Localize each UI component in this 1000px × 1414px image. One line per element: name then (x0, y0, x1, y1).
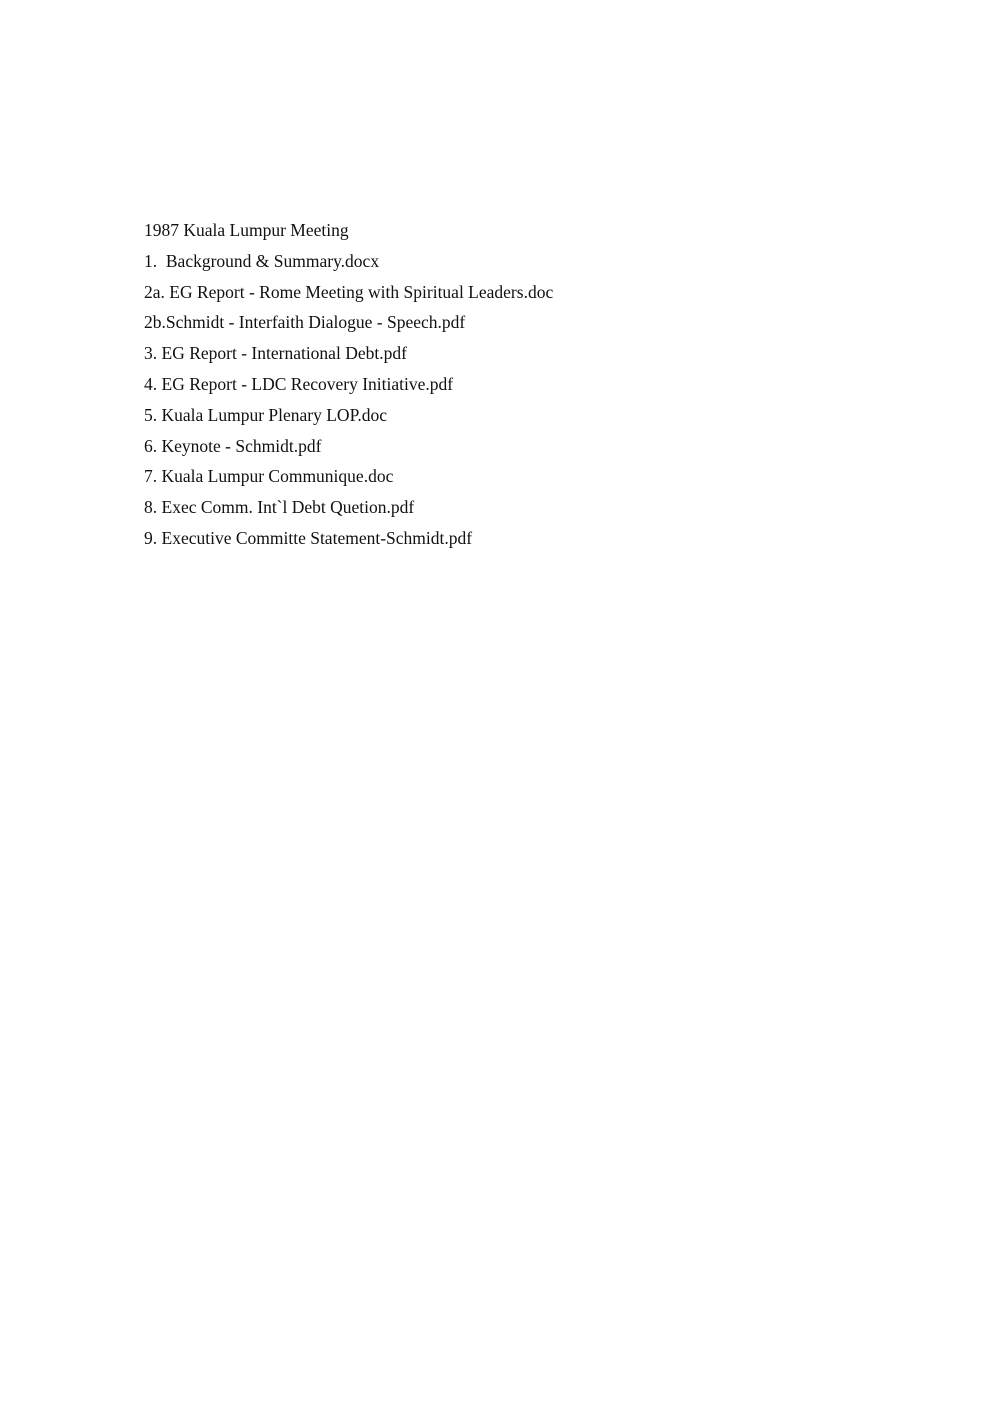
file-list (144, 215, 553, 554)
file-list-item: 8. Exec Comm. Int`l Debt Quetion.pdf (144, 497, 415, 518)
file-list-item: 4. EG Report - LDC Recovery Initiative.pdf (144, 373, 454, 394)
file-list-item: 7. Kuala Lumpur Communique.doc (144, 466, 394, 487)
file-list-item: 2b.Schmidt - Interfaith Dialogue - Speech.pdf (144, 312, 466, 333)
file-list-item: 5. Kuala Lumpur Plenary LOP.doc (144, 404, 388, 425)
document-title: 1987 Kuala Lumpur Meeting (144, 220, 349, 240)
file-list-item: 2a. EG Report - Rome Meeting with Spiritual Leaders.doc (144, 281, 554, 302)
file-list-item: 9. Executive Committe Statement-Schmidt.pdf (144, 527, 473, 548)
file-list-item: 6. Keynote - Schmidt.pdf (144, 435, 322, 456)
file-list-item: 1. Background & Summary.docx (144, 250, 380, 271)
file-list-item: 3. EG Report - International Debt.pdf (144, 343, 407, 364)
